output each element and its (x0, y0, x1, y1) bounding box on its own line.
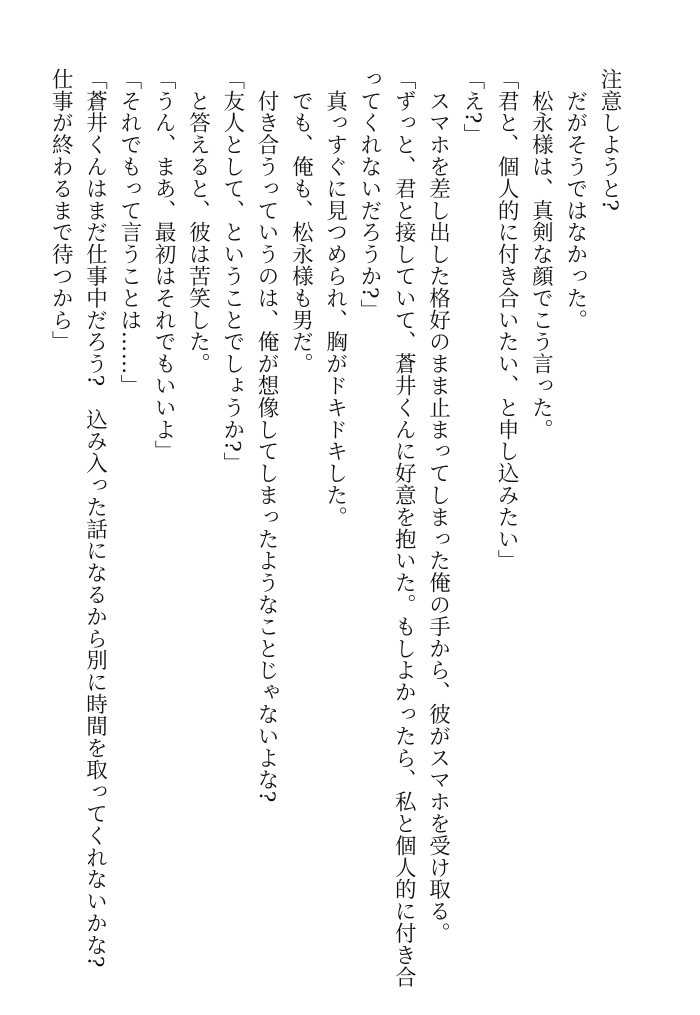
text-line-6: スマホを差し出した格好のまま止まってしまった俺の手から、彼がスマホを受け取る。 (425, 68, 451, 944)
text-line-14: 「うん、まあ、最初はそれでもいいよ」 (151, 68, 177, 463)
text-line-9: 真っすぐに見つめられ、胸がドキドキした。 (322, 68, 348, 528)
text-line-12: 「友人として、ということでしょうか?」 (219, 68, 245, 475)
text-line-11: 付き合うっていうのは、俺が想像してしまったようなことじゃないよな? (254, 68, 280, 803)
text-line-13: と答えると、彼は苦笑した。 (185, 68, 211, 375)
text-line-7: 「ずっと、君と接していて、蒼井くんに好意を抱いた。もしよかったら、私と個人的に付き合 (391, 68, 417, 988)
text-line-8: ってくれないだろうか?」 (356, 68, 382, 321)
vertical-text-body (43, 68, 626, 988)
text-line-1: 注意しようと? (597, 68, 622, 212)
text-line-10: でも、俺も、松永様も男だ。 (288, 68, 314, 375)
text-line-15: 「それでもって言うことは……」 (116, 68, 142, 397)
text-line-2: だがそうではなかった。 (562, 68, 588, 331)
text-line-3: 松永様は、真剣な顔でこう言った。 (528, 68, 554, 441)
text-line-16: 「蒼井くんはまだ仕事中だろう? 込み入った話になるから別に時間を取ってくれないかな? (82, 68, 108, 968)
text-line-5: 「え?」 (459, 68, 485, 146)
text-line-4: 「君と、個人的に付き合いたい、と申し込みたい」 (494, 68, 520, 572)
text-line-17: 仕事が終わるまで待つから」 (48, 68, 74, 353)
